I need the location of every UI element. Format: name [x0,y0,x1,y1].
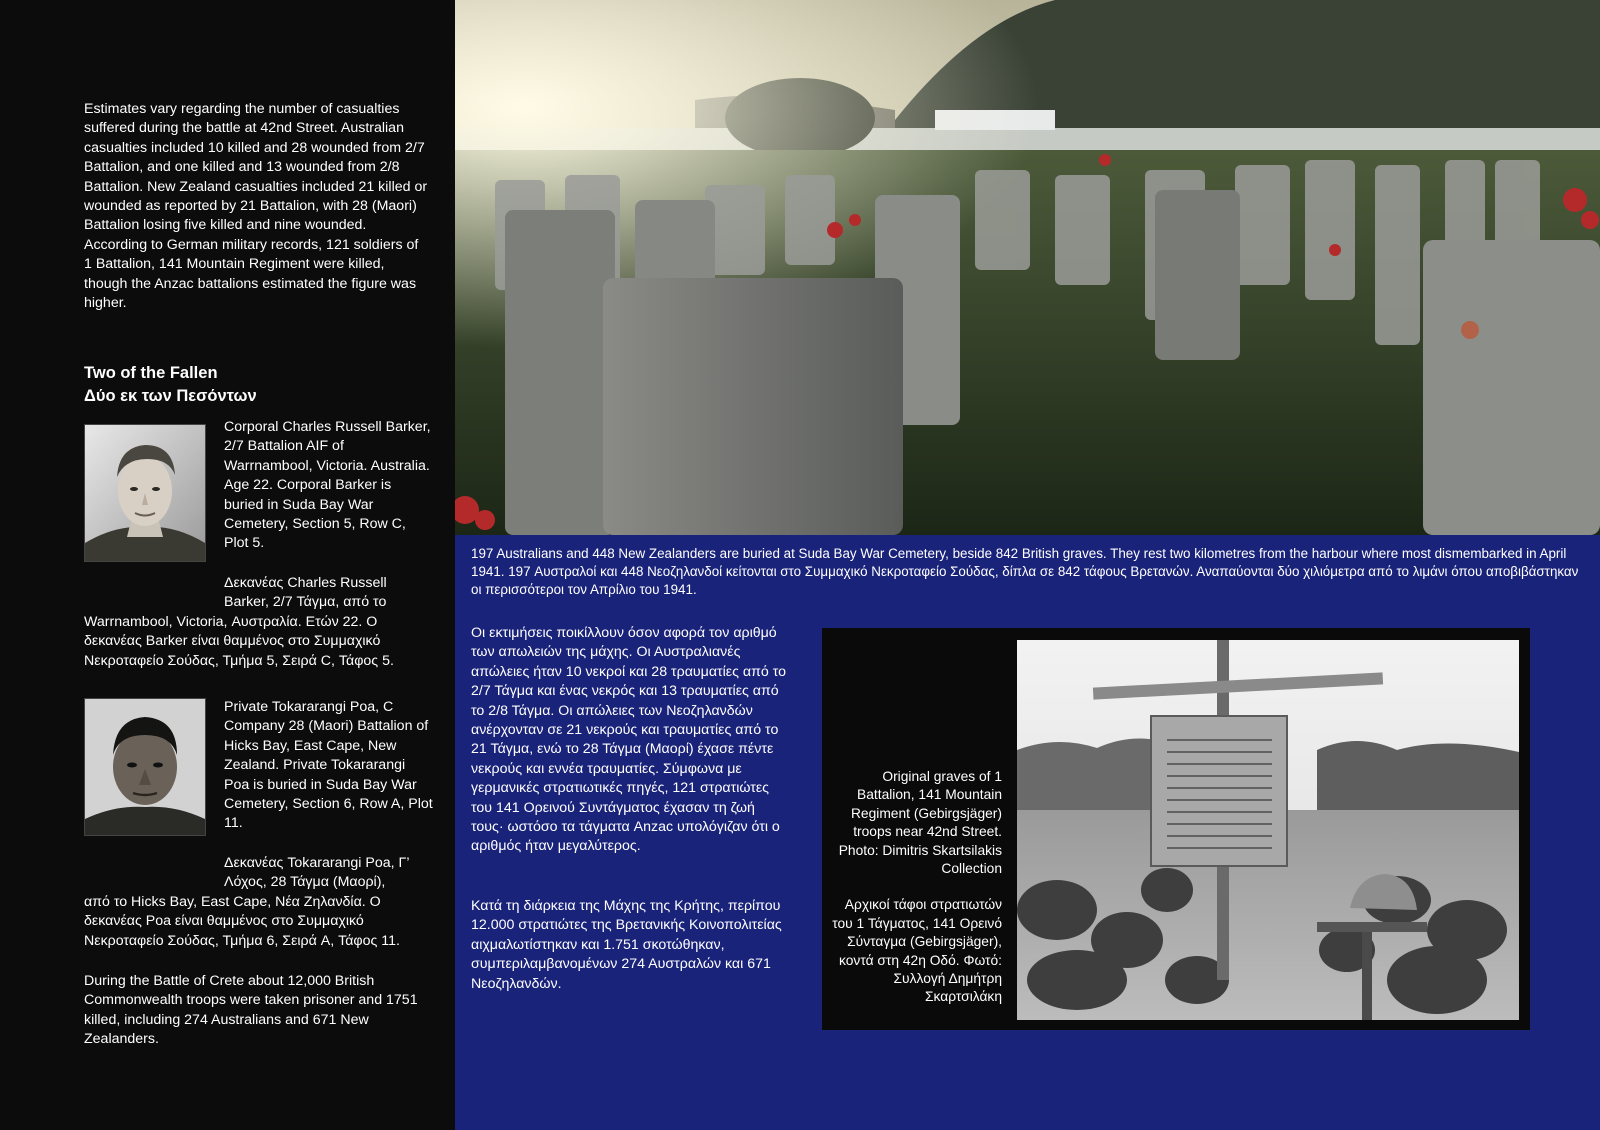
heading-english: Two of the Fallen [84,364,218,382]
poa-bio-greek-start: Δεκανέας Tokararangi Poa, Γ’ Λόχος, 28 Τάγμα (Μαορί), [224,855,409,891]
right-column [455,0,1600,1130]
cemetery-caption: 197 Australians and 448 New Zealanders are buried at Suda Bay War Cemetery, beside 842 British graves. They rest two kilometres from the harbour where most dismembarked in April 1941. 197 Αυστραλοί και 448 Νεοζηλανδοί κείτονται στο Συμμαχικό Νεκροταφείο Σούδας, δίπλα σε 842 τάφους Βρετανών. Αναπαύονται δύο χιλιόμετρα από το λιμάνι όπου αποβιβάστηκαν οι περισσότεροι τον Απρίλιο του 1941. [471,546,1579,598]
poa-bio-greek-rest: από το Hicks Bay, East Cape, Νέα Ζηλανδία. Ο δεκανέας Poa είναι θαμμένος στο Συμμαχικό Νεκροταφείο Σούδας, Τμήμα 6, Σειρά A, Τάφος 11. [84,894,400,949]
barker-bio-english: Corporal Charles Russell Barker, 2/7 Battalion AIF of Warrnambool, Victoria. Australia. Age 22. Corporal Barker is buried in Suda Bay War Cemetery, Section 5, Row C, Plot 5. [224,419,431,552]
barker-bio-greek-rest: Warrnambool, Victoria, Αυστραλία. Ετών 22. Ο δεκανέας Barker είναι θαμμένος στο Συμμαχικό Νεκροταφείο Σούδας, Τμήμα 5, Σειρά C, Τάφος 5. [84,614,394,669]
left-column [0,0,455,1130]
graves-caption [830,768,1002,1007]
prisoners-of-war-text: During the Battle of Crete about 12,000 British Commonwealth troops were taken prisoner and 1751 killed, including 274 Australians and 671 New Zealanders. [84,973,418,1048]
two-of-the-fallen-heading [84,362,424,408]
poa-bio-english: Private Tokararangi Poa, C Company 28 (Maori) Battalion of Hicks Bay, East Cape, New Zealand. Private Tokararangi Poa is buried in Suda Bay War Cemetery, Section 6, Row A, Plot 11. [224,699,433,832]
graves-caption-greek: Αρχικοί τάφοι στρατιωτών του 1 Τάγματος, 141 Ορεινό Σύνταγμα (Gebirgsjäger), κοντά στη 42η Οδό. Φωτό: Συλλογή Δημήτρη Σκαρτσιλάκη [832,897,1002,1005]
barker-portrait-photo [84,424,206,562]
casualties-intro-text: Estimates vary regarding the number of casualties suffered during the battle at 42nd Street. Australian casualties included 10 killed and 28 wounded from 2/7 Battalion, and one killed and 13 wounded from 2/8 Battalion. New Zealand casualties included 21 killed or wounded as reported by 21 Battalion, with 28 (Maori) Battalion losing five killed and nine wounded. According to German military records, 121 soldiers of 1 Battalion, 141 Mountain Regiment were killed, though the Anzac battalions estimated the figure was higher. [84,101,428,312]
poa-portrait-photo [84,698,206,836]
graves-caption-english: Original graves of 1 Battalion, 141 Mountain Regiment (Gebirgsjäger) troops near 42nd Street. Photo: Dimitris Skartsilakis Collection [838,769,1002,877]
heading-greek: Δύο εκ των Πεσόντων [84,387,257,405]
original-graves-photo [1017,640,1519,1020]
greek-prisoners-text: Κατά τη διάρκεια της Μάχης της Κρήτης, περίπου 12.000 στρατιώτες της Βρετανικής Κοινοπολιτείας αιχμαλωτίστηκαν και 1.751 σκοτώθηκαν, συμπεριλαμβανομένων 274 Αυστραλών και 671 Νεοζηλανδών. [471,898,782,992]
greek-casualties-text: Οι εκτιμήσεις ποικίλλουν όσον αφορά τον αριθμό των απωλειών της μάχης. Οι Αυστραλιανές απώλειες ήταν 10 νεκροί και 28 τραυματίες από το 2/7 Τάγμα και ένας νεκρός και 13 τραυματίες από το 2/8 Τάγμα. Οι απώλειες των Νεοζηλανδών ανέρχονταν σε 21 νεκρούς και τραυματίες από το 21 Τάγμα, ενώ το 28 Τάγμα (Μαορί) έχασε πέντε νεκρούς και εννέα τραυματίες. Σύμφωνα με γερμανικές στρατιωτικές πηγές, 121 στρατιώτες του 141 Ορεινού Συντάγματος έχασαν τη ζωή τους· ωστόσο τα τάγματα Anzac υπολόγιζαν ότι ο αριθμός ήταν μεγαλύτερος. [471,625,787,855]
suda-bay-cemetery-photo [455,0,1600,535]
barker-bio-greek-start: Δεκανέας Charles Russell Barker, 2/7 Τάγμα, από το [224,575,387,611]
